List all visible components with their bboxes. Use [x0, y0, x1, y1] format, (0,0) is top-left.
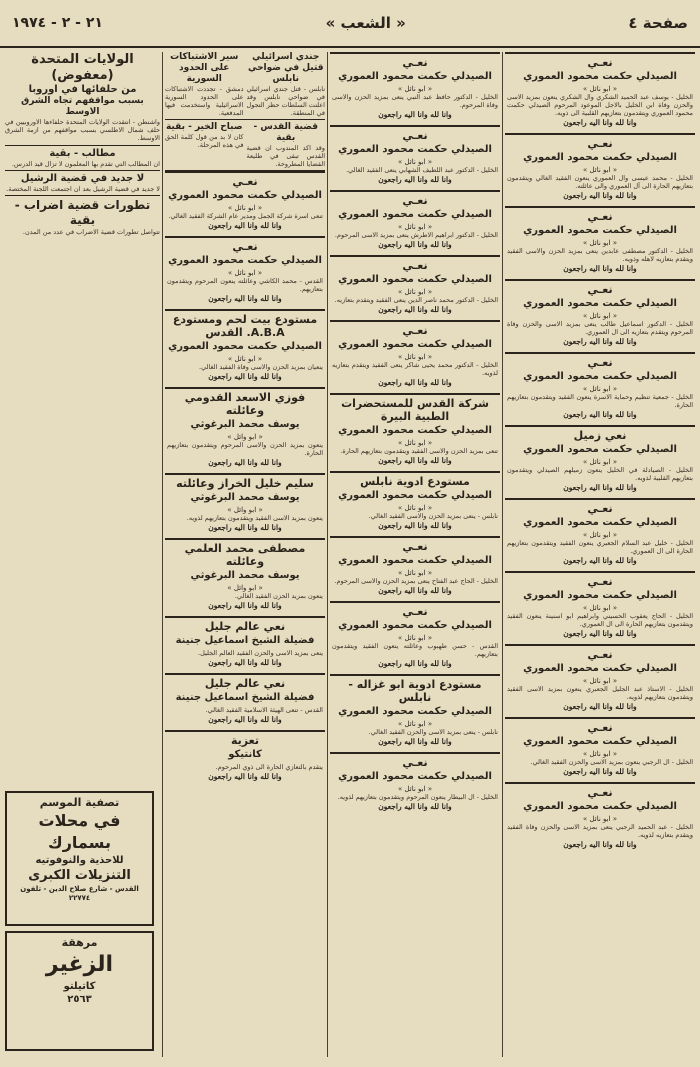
notice-heading: نعـي: [587, 575, 613, 588]
deceased-nickname: « ابو نائل »: [582, 385, 618, 393]
obituary-notice: [330, 674, 500, 750]
deceased-name: الصيدلي حكمت محمود العموري: [338, 209, 492, 220]
obituary-notice: [165, 309, 325, 385]
notice-closing: وانا لله وانا اليه راجعون: [563, 629, 637, 638]
obituary-notice: [165, 730, 325, 785]
notice-body: الخليل - الدكتور عبد اللطيف الشهابي ينعى الفقيد الغالي.: [346, 166, 498, 174]
article-syrian-border: [165, 52, 244, 117]
deceased-name: الصيدلي حكمت محمود العموري: [338, 339, 492, 350]
notice-heading: فوزي الاسعد القدومي وعائلته: [184, 391, 306, 417]
deceased-name: الصيدلي حكمت محمود العموري: [523, 590, 677, 601]
notice-heading: نعـي: [402, 605, 428, 618]
notice-closing: وانا لله وانا اليه راجعون: [563, 767, 637, 776]
issue-date: ٢١ - ٢ - ١٩٧٤: [12, 15, 103, 31]
notice-heading: نعـي: [402, 194, 428, 207]
notice-heading: نعـي: [587, 502, 613, 515]
notice-closing: وانا لله وانا اليه راجعون: [378, 659, 452, 668]
notice-heading: نعـي: [402, 259, 428, 272]
article-israeli-soldier: [247, 52, 326, 117]
deceased-nickname: « ابو نائل »: [397, 223, 433, 231]
article-title: لا جديد في قضية الرشيل: [20, 173, 145, 184]
notice-heading: نعي عالم جليل: [204, 620, 286, 633]
notice-body: يتقدم بالتعازي الحارة الى ذوي المرحوم.: [215, 763, 323, 771]
notice-closing: وانا لله وانا اليه راجعون: [208, 772, 282, 781]
obituary-notice: [330, 393, 500, 469]
deceased-nickname: « ابو نائل »: [582, 531, 618, 539]
article-title: جندي اسرائيلي قتيل في ضواحي نابلس: [247, 52, 324, 84]
deceased-name: الصيدلي حكمت محمود العموري: [523, 225, 677, 236]
deceased-name: الصيدلي حكمت محمود العموري: [523, 736, 677, 747]
column-1: [505, 52, 695, 1052]
notice-body: الخليل - عبد الحميد الرجبي ينعى بمزيد الاسى والحزن وفاة الفقيد ويتقدم بتعازيه لذويه.: [507, 823, 693, 839]
obituary-notice: [330, 320, 500, 391]
deceased-nickname: « ابو نائل »: [397, 85, 433, 93]
notice-body: الخليل - جمعية تنظيم وحماية الاسرة ينعون الفقيد ويتقدمون بتعازيهم الحارة.: [507, 393, 693, 409]
ad-bismarck: [5, 791, 154, 926]
deceased-name: فضيلة الشيخ اسماعيل جنينة: [175, 692, 315, 703]
notice-body: القدس - حسن طهبوب وعائلته ينعون الفقيد ويتقدمون بتعازيهم.: [332, 642, 498, 658]
notice-body: ينعون بمزيد الحزن الفقيد الغالي.: [234, 592, 323, 600]
deceased-name: الصيدلي حكمت محمود العموري: [338, 71, 492, 82]
notice-body: الخليل - يوسف عبد الحميد الشكري وال الشكري ينعون بمزيد الاسى والحزن وفاة ابن الخليل بالاجل الموعود المرحوم الصيدلي حكمت محمود العموري ويتقدمون بتعازيهم القلبية الى ذويه.: [507, 93, 693, 117]
obituary-notice: [330, 190, 500, 253]
notice-body: تنعى اسرة شركة الجمل ومدير عام الشركة الفقيد الغالي.: [168, 212, 323, 220]
notice-body: الخليل - الدكتور حافظ عبد النبي ينعى بمزيد الحزن والاسى وفاة المرحوم.: [332, 93, 498, 109]
notice-heading: نعـي: [587, 56, 613, 69]
deceased-name: الصيدلي حكمت محمود العموري: [338, 144, 492, 155]
ad-address: القدس - شارع صلاح الدين - تلفون ٢٢٧٧٤: [20, 885, 139, 902]
ad-store-type: للاحذية والنوفوتيه: [35, 855, 124, 866]
deceased-nickname: « ابو نائل »: [397, 720, 433, 728]
notice-closing: وانا لله وانا اليه راجعون: [208, 294, 282, 303]
obituary-notice: [505, 717, 695, 780]
article-good-morning: [165, 122, 244, 168]
article-body: دمشق - تجددت الاشتباكات على الحدود السورية الاسرائيلية واستخدمت فيها المدفعية.: [165, 85, 244, 117]
article-demands: [5, 146, 160, 171]
deceased-nickname: « ابو نائل »: [397, 158, 433, 166]
notice-body: القدس - تنعى الهيئة الاسلامية الفقيد الغالي.: [205, 706, 323, 714]
page-header: [0, 0, 700, 48]
article-body: ان المطالب التي تقدم بها المعلمون لا تزال قيد الدرس.: [11, 160, 160, 168]
ad-brand-name: الزغير: [45, 952, 114, 977]
notice-heading: نعـي: [587, 137, 613, 150]
notice-heading: نعـي: [402, 540, 428, 553]
notice-closing: وانا لله وانا اليه راجعون: [378, 586, 452, 595]
deceased-nickname: « ابو نائل »: [582, 312, 618, 320]
notice-closing: وانا لله وانا اليه راجعون: [378, 175, 452, 184]
notice-body: الخليل - الاستاذ عبد الجليل الجعبري ينعون بمزيد الاسى الفقيد ويتقدمون بتعازيهم لذويه.: [507, 685, 693, 701]
deceased-name: الصيدلي حكمت محمود العموري: [168, 190, 322, 201]
deceased-name: الصيدلي حكمت محمود العموري: [338, 555, 492, 566]
notice-heading: نعـي: [587, 648, 613, 661]
obituary-notice: [165, 473, 325, 536]
column-divider: [162, 52, 163, 1057]
obituary-notice: [505, 498, 695, 569]
obituary-notice: [330, 125, 500, 188]
notice-body: نابلس - ينعى بمزيد الاسى والحزن الفقيد الغالي.: [368, 728, 498, 736]
deceased-nickname: « ابو نائل »: [582, 677, 618, 685]
column-3: [165, 52, 325, 1052]
notice-heading: نعـي: [587, 356, 613, 369]
notice-heading: سليم خليل الخراز وعائلته: [176, 477, 314, 490]
notice-body: ينعون بمزيد الحزن والاسى المرحوم ويتقدمون بتعازيهم الحارة.: [167, 441, 323, 457]
deceased-name: الصيدلي حكمت محمود العموري: [338, 620, 492, 631]
notice-closing: وانا لله وانا اليه راجعون: [208, 458, 282, 467]
deceased-nickname: « ابو نائل »: [397, 504, 433, 512]
deceased-name: كانتيكو: [228, 749, 262, 760]
notice-heading: نعـي: [402, 324, 428, 337]
article-body: تتواصل تطورات قضية الاضراب في عدد من المدن.: [22, 228, 160, 236]
notice-closing: وانا لله وانا اليه راجعون: [378, 456, 452, 465]
obituary-notice: [165, 616, 325, 671]
notice-body: الخليل - الدكتور محمد ناصر الدين ينعى الفقيد ويتقدم بتعازيه.: [334, 296, 498, 304]
obituary-notice: [505, 352, 695, 423]
deceased-name: الصيدلي حكمت محمود العموري: [338, 771, 492, 782]
deceased-nickname: « ابو نائل »: [227, 204, 263, 212]
notice-closing: وانا لله وانا اليه راجعون: [378, 305, 452, 314]
deceased-nickname: « ابو نائل »: [582, 750, 618, 758]
notice-heading: مستودع ادوية ابو غزاله - نابلس: [348, 678, 482, 704]
notice-body: الخليل - محمد عيسى وال العموري ينعون الفقيد الغالي ويتقدمون بتعازيهم الحارة الى آل العموري والى عائلته.: [507, 174, 693, 190]
column-2: [330, 52, 500, 1052]
notice-heading: نعـي: [402, 756, 428, 769]
notice-closing: وانا لله وانا اليه راجعون: [378, 521, 452, 530]
column-divider: [502, 52, 503, 1057]
article-body: وقد اكد المندوب ان قضية القدس تبقى في طليعة القضايا المطروحة.: [246, 144, 325, 168]
obituary-notice: [165, 538, 325, 614]
deceased-nickname: « ابو نائل »: [582, 604, 618, 612]
deceased-nickname: « ابو نائل »: [397, 439, 433, 447]
deceased-nickname: « ابو نائل »: [227, 269, 263, 277]
notice-heading: نعـي: [587, 786, 613, 799]
notice-body: الخليل - ال الرجبي ينعون بمزيد الاسى والحزن الفقيد الغالي.: [530, 758, 693, 766]
notice-body: ينعون بمزيد الاسى الفقيد ويتقدمون بتعازيهم لذويه.: [186, 514, 323, 522]
notice-heading: مستودع ادوية نابلس: [360, 475, 470, 488]
notice-heading: نعـي: [402, 129, 428, 142]
obituary-notice: [330, 752, 500, 815]
main-headline: الولايات المتحدة (معفوض): [31, 52, 134, 83]
obituary-notice: [505, 52, 695, 131]
notice-body: ينعى بمزيد الاسى والحزن الفقيد العالم الجليل.: [198, 649, 323, 657]
notice-body: القدس - محمد الكاشي وعائلته ينعون المرحوم ويتقدمون بتعازيهم.: [167, 277, 323, 293]
notice-heading: مصطفى محمد العلمي وعائلته: [184, 542, 306, 568]
newspaper-name: « الشعب »: [325, 14, 406, 32]
notice-body: الخليل - الدكتور محمد يحيى شاكر ينعى الفقيد ويتقدم بتعازيه لذويه.: [332, 361, 498, 377]
notice-closing: وانا لله وانا اليه راجعون: [563, 191, 637, 200]
ad-store-name: في محلات بسمارك: [38, 811, 121, 852]
deceased-name: الصيدلي حكمت محمود العموري: [523, 801, 677, 812]
notice-heading: نعـي: [232, 175, 258, 188]
deceased-nickname: « ابو وائل »: [227, 433, 263, 441]
notice-body: الخليل - الدكتور ابراهيم الاطرش ينعى بمزيد الاسى المرحوم.: [334, 231, 498, 239]
notice-body: الخليل - خليل عبد السلام الجعبري ينعون الفقيد ويتقدمون بتعازيهم الحارة الى ال العموري.: [507, 539, 693, 555]
notice-body: الخليل - الدكتور مصطفى عابدين ينعى بمزيد الحزن والاسى الفقيد ويتقدم بتعازيه لاهله وذويه.: [507, 247, 693, 263]
article-title: تطورات قضية اضراب - بقية: [14, 198, 151, 227]
obituary-notice: [330, 52, 500, 123]
deceased-nickname: « ابو وائل »: [227, 584, 263, 592]
notice-heading: نعـي: [232, 240, 258, 253]
column-divider: [327, 52, 328, 1057]
page-number: صفحة ٤: [628, 14, 688, 32]
deceased-name: يوسف محمد البرغوثي: [190, 570, 300, 581]
notice-closing: وانا لله وانا اليه راجعون: [208, 601, 282, 610]
ad-title: مرهقة: [61, 936, 98, 949]
notice-closing: وانا لله وانا اليه راجعون: [208, 715, 282, 724]
notice-closing: وانا لله وانا اليه راجعون: [563, 556, 637, 565]
notice-closing: وانا لله وانا اليه راجعون: [563, 410, 637, 419]
notice-body: ينعيان بمزيد الحزن والاسى وفاة الفقيد الغالي.: [199, 363, 323, 371]
deceased-name: يوسف محمد البرغوثي: [190, 419, 300, 430]
main-subheadline: من حلفائها في اوروبا: [28, 84, 137, 95]
article-jerusalem: [247, 122, 326, 168]
deceased-name: الصيدلي حكمت محمود العموري: [338, 490, 492, 501]
obituary-notice: [505, 571, 695, 642]
article-strike: [5, 196, 160, 568]
notice-closing: وانا لله وانا اليه راجعون: [378, 802, 452, 811]
notice-closing: وانا لله وانا اليه راجعون: [563, 840, 637, 849]
obituary-notice: [505, 782, 695, 853]
notice-closing: وانا لله وانا اليه راجعون: [378, 110, 452, 119]
notice-body: الخليل - الحاج عبد الفتاح ينعى بمزيد الحزن والاسى المرحوم.: [334, 577, 498, 585]
deceased-name: الصيدلي حكمت محمود العموري: [523, 71, 677, 82]
obituary-notice: [165, 236, 325, 307]
notice-heading: تعزية: [231, 734, 259, 747]
notice-closing: وانا لله وانا اليه راجعون: [563, 483, 637, 492]
article-title: صباح الخير - بقية: [165, 122, 243, 132]
notice-body: نابلس - ينعى بمزيد الحزن والاسى الفقيد الغالي.: [368, 512, 498, 520]
deceased-nickname: « ابو وائل »: [227, 506, 263, 514]
deceased-name: الصيدلي حكمت محمود العموري: [168, 255, 322, 266]
obituary-notice: [505, 425, 695, 496]
obituary-notice: [165, 673, 325, 728]
article-title: سير الاشتباكات على الحدود السورية: [170, 52, 239, 84]
notice-closing: وانا لله وانا اليه راجعون: [563, 118, 637, 127]
main-article-body: واشنطن - انتقدت الولايات المتحدة حلفاءها الاوروبيين في حلف شمال الاطلسي بسبب مواقفهم من ازمة الشرق الاوسط.: [5, 118, 160, 142]
obituary-notice: [330, 601, 500, 672]
ad-product: كاتيلتو: [63, 981, 96, 992]
deceased-nickname: « ابو نائل »: [397, 785, 433, 793]
notice-closing: وانا لله وانا اليه راجعون: [208, 372, 282, 381]
notice-closing: وانا لله وانا اليه راجعون: [563, 337, 637, 346]
notice-closing: وانا لله وانا اليه راجعون: [208, 658, 282, 667]
article-rashil: [5, 171, 160, 196]
article-body: كان لا بد من قول كلمة الحق في هذه المرحلة.: [165, 133, 244, 149]
deceased-nickname: « ابو نائل »: [397, 353, 433, 361]
article-body: نابلس - قتل جندي اسرائيلي في ضواحي نابلس وقد اعلنت السلطات حظر التجول في المنطقة.: [246, 85, 325, 117]
ad-zughayyir: [5, 931, 154, 1051]
deceased-nickname: « ابو نائل »: [582, 458, 618, 466]
article-title: قضية القدس - بقية: [253, 122, 318, 143]
notice-closing: وانا لله وانا اليه راجعون: [208, 221, 282, 230]
deceased-nickname: « ابو نائل »: [582, 85, 618, 93]
main-subheadline: بسبب مواقفهم تجاه الشرق الاوسط: [21, 96, 144, 117]
deceased-nickname: « ابو نائل »: [582, 239, 618, 247]
deceased-name: الصيدلي حكمت محمود العموري: [168, 341, 322, 352]
deceased-name: فضيلة الشيخ اسماعيل جنينة: [175, 635, 315, 646]
deceased-nickname: « ابو نائل »: [397, 288, 433, 296]
obituary-notice: [505, 644, 695, 715]
notice-heading: شركة القدس للمستحضرات الطبية البيرة: [341, 397, 489, 423]
deceased-name: الصيدلي حكمت محمود العموري: [523, 663, 677, 674]
deceased-name: الصيدلي حكمت محمود العموري: [523, 298, 677, 309]
column-4: [5, 52, 160, 1052]
notice-heading: نعـي: [587, 721, 613, 734]
ad-sale-line: التنزيلات الكبرى: [28, 868, 131, 883]
obituary-notice: [165, 171, 325, 234]
notice-heading: نعي عالم جليل: [204, 677, 286, 690]
notice-heading: نعـي: [587, 210, 613, 223]
article-body: لا جديد في قضية الرشيل بعد ان اجتمعت اللجنة المختصة.: [6, 185, 160, 193]
main-article: [5, 52, 160, 146]
notice-closing: وانا لله وانا اليه راجعون: [563, 264, 637, 273]
obituary-notice: [330, 255, 500, 318]
article-body-filler: [5, 236, 160, 566]
notice-closing: وانا لله وانا اليه راجعون: [378, 240, 452, 249]
obituary-notice: [330, 536, 500, 599]
obituary-notice: [165, 387, 325, 471]
deceased-nickname: « ابو نائل »: [397, 569, 433, 577]
obituary-notice: [505, 279, 695, 350]
deceased-name: الصيدلي حكمت محمود العموري: [523, 444, 677, 455]
deceased-nickname: « ابو نائل »: [227, 355, 263, 363]
obituary-notice: [505, 133, 695, 204]
deceased-name: الصيدلي حكمت محمود العموري: [338, 425, 492, 436]
notice-body: الخليل - الصيادلة في الخليل ينعون زميلهم الصيدلي ويتقدمون بتعازيهم القلبية لذويه.: [507, 466, 693, 482]
deceased-name: الصيدلي حكمت محمود العموري: [523, 371, 677, 382]
notice-closing: وانا لله وانا اليه راجعون: [378, 378, 452, 387]
article-title: مطالب - بقية: [49, 148, 116, 159]
deceased-name: الصيدلي حكمت محمود العموري: [523, 517, 677, 528]
notice-body: الخليل - الحاج يعقوب الحسيني وابراهيم ابو اسنينة ينعون الفقيد ويتقدمون بتعازيهم الحارة الى ال العموري.: [507, 612, 693, 628]
deceased-name: الصيدلي حكمت محمود العموري: [338, 274, 492, 285]
deceased-name: الصيدلي حكمت محمود العموري: [338, 706, 492, 717]
notice-closing: وانا لله وانا اليه راجعون: [208, 523, 282, 532]
deceased-name: الصيدلي حكمت محمود العموري: [523, 152, 677, 163]
notice-heading: نعـي: [587, 283, 613, 296]
notice-heading: نعي زميل: [573, 429, 627, 442]
obituary-notice: [505, 206, 695, 277]
deceased-name: يوسف محمد البرغوثي: [190, 492, 300, 503]
notice-heading: نعـي: [402, 56, 428, 69]
notice-closing: وانا لله وانا اليه راجعون: [563, 702, 637, 711]
obituary-notice: [330, 471, 500, 534]
notice-body: الخليل - ال البيطار ينعون المرحوم ويتقدمون بتعازيهم لذويه.: [337, 793, 498, 801]
notice-body: الخليل - الدكتور اسماعيل طالب ينعى بمزيد الاسى والحزن وفاة المرحوم ويتقدم بتعازيه الى ال العموري.: [507, 320, 693, 336]
notice-heading: مستودع بيت لحم ومستودع A.B.A. القدس: [172, 313, 318, 339]
deceased-nickname: « ابو نائل »: [397, 634, 433, 642]
notice-body: تنعى بمزيد الحزن والاسى الفقيد ويتقدمون بتعازيهم الحارة.: [340, 447, 498, 455]
ad-phone: ٢٥٦٣: [67, 994, 92, 1005]
deceased-nickname: « ابو نائل »: [582, 815, 618, 823]
deceased-nickname: « ابو نائل »: [582, 166, 618, 174]
ad-title: تصفية الموسم: [39, 796, 120, 809]
notice-closing: وانا لله وانا اليه راجعون: [378, 737, 452, 746]
